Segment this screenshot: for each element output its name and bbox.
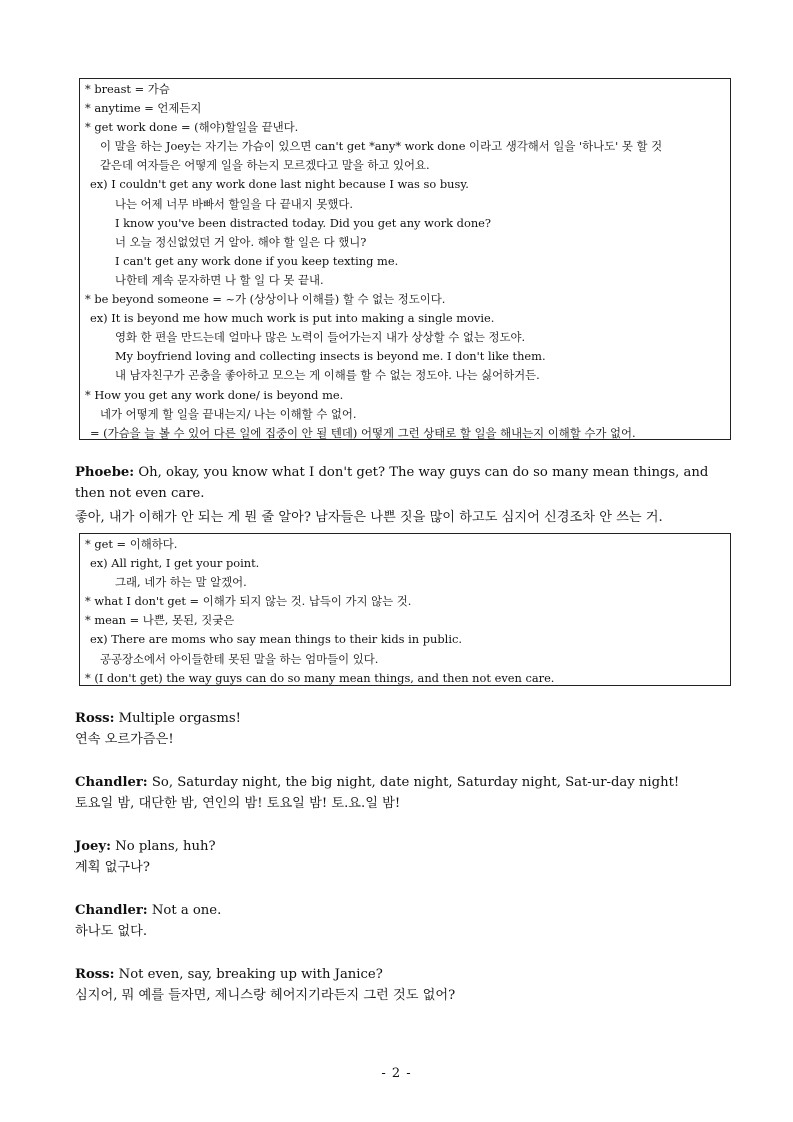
dialogue-line [75, 772, 740, 814]
english-line [75, 772, 740, 793]
dialogue-line [75, 964, 740, 1006]
english-text: Oh, okay, you know what I don't get? The way guys can do so many mean things, and then not even care. [75, 465, 709, 501]
note-line: * mean = 나쁜, 못된, 짓궂은 [85, 613, 235, 628]
note-line: ex) All right, I get your point. [90, 556, 260, 571]
english-text: Not a one. [147, 903, 222, 918]
note-line: 나한테 계속 문자하면 나 할 일 다 못 끝내. [115, 272, 324, 287]
korean-text: 심지어, 뭐 예를 들자면, 제니스랑 헤어지기라든지 그런 것도 없어? [75, 988, 456, 1003]
note-line: ex) It is beyond me how much work is put into making a single movie. [90, 311, 495, 326]
dialogue-line [75, 900, 740, 942]
phoebe-line [75, 462, 740, 528]
korean-text: 계획 없구나? [75, 860, 150, 875]
note-line: = (가슴을 늘 볼 수 있어 다른 일에 집중이 안 될 텐데) 어떻게 그런 상태로 할 일을 해내는지 이해할 수가 없어. [90, 425, 636, 440]
note-line: * (I don't get) the way guys can do so many mean things, and then not even care. [85, 670, 555, 685]
note-line: 내 남자친구가 곤충을 좋아하고 모으는 게 이해를 할 수 없는 정도야. 나는 싫어하거든. [115, 368, 540, 383]
dialogue-line [75, 708, 740, 750]
note-line: My boyfriend loving and collecting insects is beyond me. I don't like them. [115, 349, 546, 364]
english-text: Multiple orgasms! [114, 711, 241, 726]
note-line: 나는 어제 너무 바빠서 할일을 다 끝내지 못했다. [115, 196, 354, 211]
english-text: No plans, huh? [110, 839, 216, 854]
korean-text: 하나도 없다. [75, 924, 148, 939]
vocab-box-2 [79, 533, 731, 686]
english-line [75, 900, 740, 921]
speaker-name: Phoebe: [75, 465, 135, 480]
note-line: 공공장소에서 아이들한테 못된 말을 하는 엄마들이 있다. [100, 651, 379, 666]
note-line: 너 오늘 정신없었던 거 알아. 해야 할 일은 다 했니? [115, 234, 367, 249]
page-number: - 2 - [381, 1066, 412, 1081]
note-line: * what I don't get = 이해가 되지 않는 것. 납득이 가지 않는 것. [85, 594, 412, 609]
note-line: * anytime = 언제든지 [85, 101, 202, 116]
speaker-name: Chandler: [75, 903, 148, 918]
english-text: Not even, say, breaking up with Janice? [114, 967, 383, 982]
note-line: * be beyond someone = ~가 (상상이나 이해를) 할 수 없는 정도이다. [85, 292, 446, 307]
note-line: 네가 어떻게 할 일을 끝내는지/ 나는 이해할 수 없어. [100, 406, 357, 421]
phoebe-korean: 좋아, 내가 이해가 안 되는 게 뭔 줄 알아? 남자들은 나쁜 짓을 많이 하고도 심지어 신경조차 안 쓰는 거. [75, 510, 663, 525]
note-line: 같은데 여자들은 어떻게 일을 하는지 모르겠다고 말을 하고 있어요. [100, 158, 430, 173]
english-line [75, 964, 740, 985]
note-line: 그래, 네가 하는 말 알겠어. [115, 575, 247, 590]
speaker-name: Chandler: [75, 775, 148, 790]
korean-text: 연속 오르가즘은! [75, 732, 174, 747]
korean-text: 토요일 밤, 대단한 밤, 연인의 밤! 토요일 밤! 토.요.일 밤! [75, 796, 401, 811]
speaker-name: Joey: [75, 839, 111, 854]
vocab-box-1 [79, 78, 731, 440]
phoebe-english [75, 462, 740, 504]
note-line: I can't get any work done if you keep texting me. [115, 253, 399, 268]
speaker-name: Ross: [75, 711, 115, 726]
note-line: ex) There are moms who say mean things to their kids in public. [90, 632, 462, 647]
english-line [75, 708, 740, 729]
speaker-name: Ross: [75, 967, 115, 982]
english-text: So, Saturday night, the big night, date night, Saturday night, Sat-ur-day night! [147, 775, 680, 790]
note-line: * get = 이해하다. [85, 537, 178, 551]
note-line: * breast = 가슴 [85, 82, 170, 96]
dialogue-line [75, 836, 740, 878]
english-line [75, 836, 740, 857]
note-line: I know you've been distracted today. Did you get any work done? [115, 215, 492, 230]
note-line: * How you get any work done/ is beyond me. [85, 387, 344, 402]
note-line: ex) I couldn't get any work done last night because I was so busy. [90, 177, 469, 192]
note-line: 이 말을 하는 Joey는 자기는 가슴이 있으면 can't get *any* work done 이라고 생각해서 일을 '하나도' 못 할 것 [100, 139, 663, 154]
note-line: 영화 한 편을 만드는데 얼마나 많은 노력이 들어가는지 내가 상상할 수 없는 정도야. [115, 330, 526, 345]
note-line: * get work done = (해야)할일을 끝낸다. [85, 120, 299, 135]
